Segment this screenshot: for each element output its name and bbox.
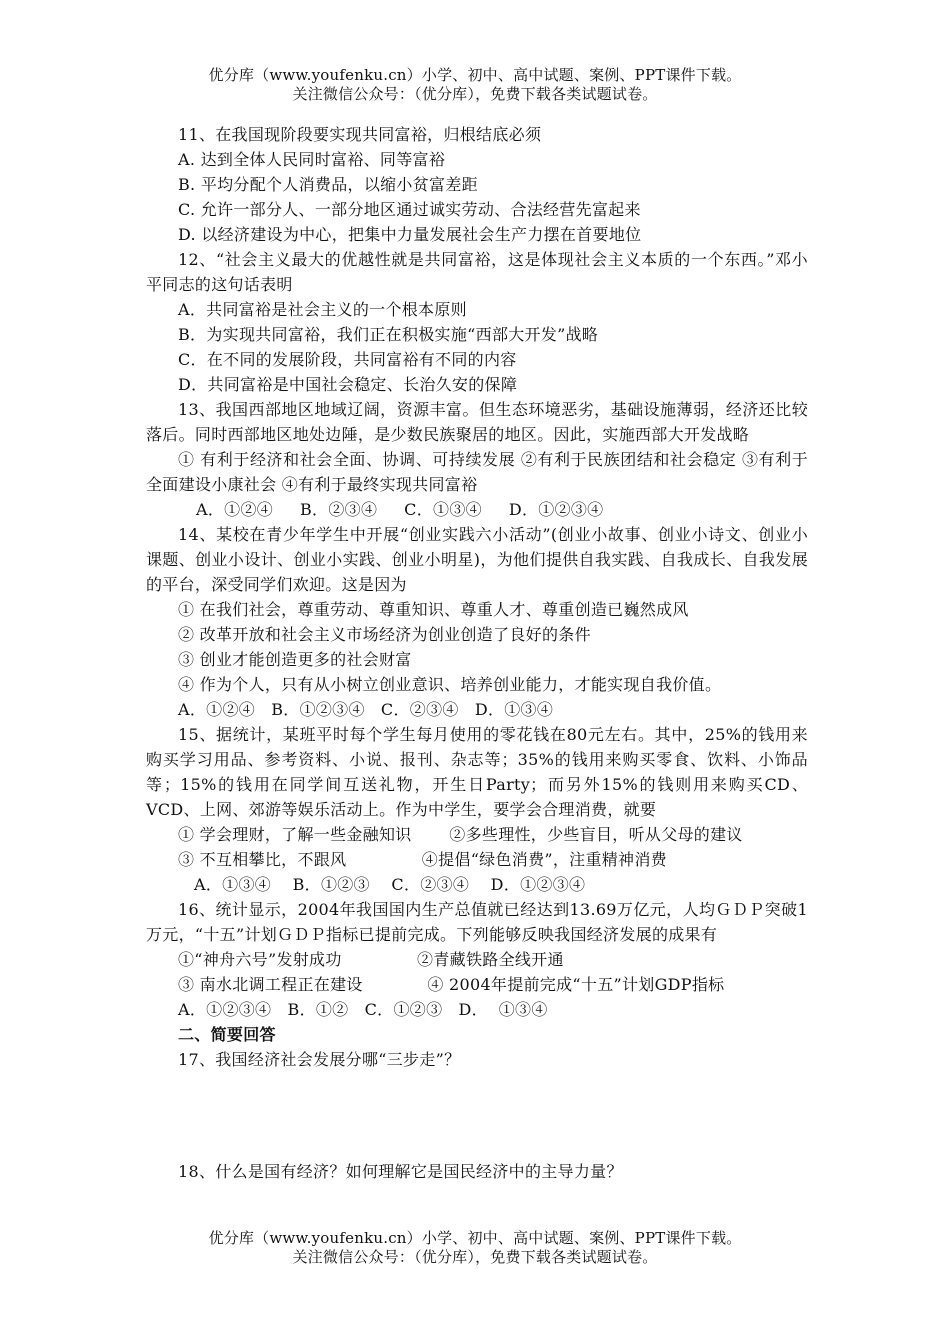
question-13	[146, 397, 808, 522]
question-16	[146, 897, 808, 1022]
question-13-stem: 13、我国西部地区地域辽阔，资源丰富。但生态环境恶劣，基础设施薄弱，经济还比较落后。同时西部地区地处边陲，是少数民族聚居的地区。因此，实施西部大开发战略	[146, 400, 808, 444]
question-11-stem: 11、在我国现阶段要实现共同富裕，归根结底必须	[178, 125, 542, 144]
question-11	[146, 122, 808, 247]
question-15-options: A．①③④ B．①②③ C．②③④ D．①②③④	[194, 875, 586, 894]
question-14-stem: 14、某校在青少年学生中开展“创业实践六小活动”(创业小故事、创业小诗文、创业小课题、创业小设计、创业小实践、创业小明星)，为他们提供自我实践、自我成长、自我发展的平台，深受同学们欢迎。这是因为	[146, 525, 808, 594]
question-17: 17、我国经济社会发展分哪“三步走”？	[178, 1050, 461, 1069]
question-16-items-row-2: ③ 南水北调工程正在建设 ④ 2004年提前完成“十五”计划GDP指标	[178, 975, 725, 994]
question-18: 18、什么是国有经济？如何理解它是国民经济中的主导力量？	[178, 1162, 623, 1181]
question-16-items-row-1: ①“神舟六号”发射成功 ②青藏铁路全线开通	[178, 950, 564, 969]
header-line-2: 关注微信公众号：（优分库），免费下载各类试题试卷。	[292, 85, 658, 103]
question-13-options: A．①②④ B．②③④ C．①③④ D．①②③④	[196, 500, 604, 519]
page-footer	[0, 1229, 950, 1267]
question-11-option-c: C. 允许一部分人、一部分地区通过诚实劳动、合法经营先富起来	[178, 200, 641, 219]
question-14-options: A．①②④ B．①②③④ C．②③④ D．①③④	[178, 700, 554, 719]
question-15	[146, 722, 808, 897]
question-12-option-b: B．为实现共同富裕，我们正在积极实施“西部大开发”战略	[178, 325, 599, 344]
question-15-items-row-2: ③ 不互相攀比，不跟风 ④提倡“绿色消费”，注重精神消费	[178, 850, 667, 869]
question-12-option-d: D．共同富裕是中国社会稳定、长治久安的保障	[178, 375, 518, 394]
question-14-item-4: ④ 作为个人，只有从小树立创业意识、培养创业能力，才能实现自我价值。	[178, 675, 722, 694]
question-12-option-c: C．在不同的发展阶段，共同富裕有不同的内容	[178, 350, 517, 369]
question-12-option-a: A．共同富裕是社会主义的一个根本原则	[178, 300, 467, 319]
section-2-title: 二、简要回答	[178, 1025, 276, 1044]
footer-line-2: 关注微信公众号：（优分库），免费下载各类试题试卷。	[292, 1248, 658, 1266]
question-16-stem: 16、统计显示，2004年我国国内生产总值就已经达到13.69万亿元，人均ＧＤＰ突破1万元，“十五”计划ＧＤＰ指标已提前完成。下列能够反映我国经济发展的成果有	[146, 900, 808, 944]
question-14	[146, 522, 808, 722]
document-body	[146, 122, 808, 1184]
question-11-option-d: D. 以经济建设为中心，把集中力量发展社会生产力摆在首要地位	[178, 225, 642, 244]
question-13-items: ① 有利于经济和社会全面、协调、可持续发展 ②有利于民族团结和社会稳定 ③有利于全面建设小康社会 ④有利于最终实现共同富裕	[146, 450, 808, 494]
footer-line-1: 优分库（www.youfenku.cn）小学、初中、高中试题、案例、PPT课件下载。	[208, 1229, 742, 1247]
header-line-1: 优分库（www.youfenku.cn）小学、初中、高中试题、案例、PPT课件下载。	[208, 66, 742, 84]
question-14-item-1: ① 在我们社会，尊重劳动、尊重知识、尊重人才、尊重创造已巍然成风	[178, 600, 689, 619]
question-14-item-2: ② 改革开放和社会主义市场经济为创业创造了良好的条件	[178, 625, 591, 644]
question-11-option-b: B. 平均分配个人消费品，以缩小贫富差距	[178, 175, 478, 194]
question-12	[146, 247, 808, 397]
question-15-items-row-1: ① 学会理财，了解一些金融知识 ②多些理性，少些盲目，听从父母的建议	[178, 825, 743, 844]
question-11-option-a: A. 达到全体人民同时富裕、同等富裕	[178, 150, 446, 169]
page-header	[0, 66, 950, 104]
question-15-stem: 15、据统计，某班平时每个学生每月使用的零花钱在80元左右。其中，25%的钱用来购买学习用品、参考资料、小说、报刊、杂志等；35%的钱用来购买零食、饮料、小饰品等；15%的钱用在同学间互送礼物，开生日Party；而另外15%的钱则用来购买CD、VCD、上网、郊游等娱乐活动上。作为中学生，要学会合理消费，就要	[146, 725, 808, 819]
question-12-stem: 12、“社会主义最大的优越性就是共同富裕，这是体现社会主义本质的一个东西。”邓小平同志的这句话表明	[146, 250, 808, 294]
question-16-options: A．①②③④ B．①② C．①②③ D． ①③④	[178, 1000, 548, 1019]
question-14-item-3: ③ 创业才能创造更多的社会财富	[178, 650, 412, 669]
